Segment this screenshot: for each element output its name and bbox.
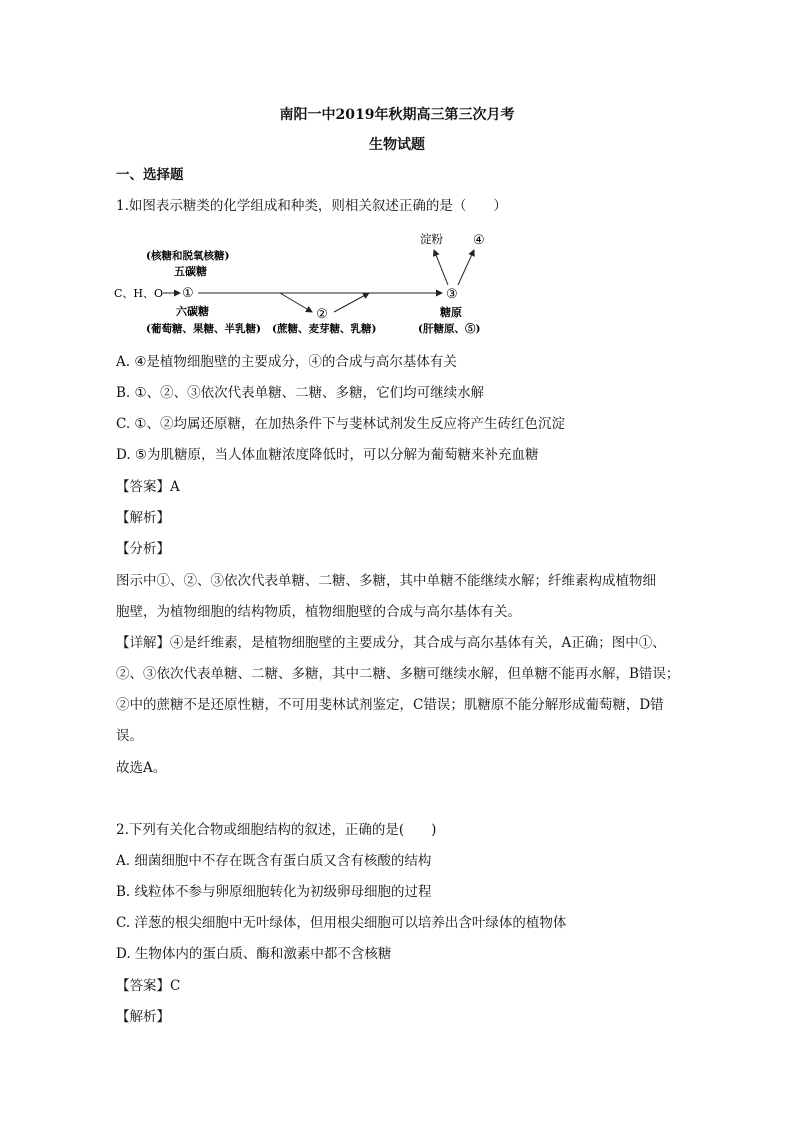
q1-xiangjie-text [116, 628, 684, 752]
q1-fenxi-line: 图示中①、②、③依次代表单糖、二糖、多糖，其中单糖不能继续水解；纤维素构成植物细 [116, 573, 656, 589]
q1-xiangjie-line: ②中的蔗糖不是还原性糖，不可用斐林试剂鉴定，C错误；肌糖原不能分解形成葡萄糖，D错 [116, 697, 664, 713]
section-heading: 一、选择题 [116, 167, 184, 183]
page-subtitle: 生物试题 [369, 137, 425, 153]
q1-option-d: D. ⑤为肌糖原，当人体血糖浓度降低时，可以分解为葡萄糖来补充血糖 [116, 447, 539, 463]
arrow-3-to-starch [434, 250, 448, 285]
q1-analysis-label: 【解析】 [116, 510, 170, 526]
q1-fenxi-line: 胞壁，为植物细胞的结构物质，植物细胞壁的合成与高尔基体有关。 [116, 604, 521, 620]
pentose-note: (核糖和脱氧核糖) [146, 250, 230, 262]
node-3: ③ [446, 287, 458, 302]
arrow-3-to-4 [458, 250, 474, 285]
starch-label: 淀粉 [420, 232, 443, 246]
q1-option-b: B. ①、②、③依次代表单糖、二糖、多糖，它们均可继续水解 [116, 385, 485, 401]
q1-xiangjie-line: ②、③依次代表单糖、二糖、多糖，其中二糖、多糖可继续水解，但单糖不能再水解，B错误； [116, 666, 680, 682]
pentose-label: 五碳糖 [174, 265, 207, 278]
source-elements: C、H、O [114, 287, 164, 300]
node-1: ① [182, 286, 194, 301]
question-1-stem: 1.如图表示糖类的化学组成和种类，则相关叙述正确的是（ ） [116, 198, 507, 214]
arrow-to-2 [280, 293, 312, 312]
q2-option-c: C. 洋葱的根尖细胞中无叶绿体，但用根尖细胞可以培养出含叶绿体的植物体 [116, 915, 567, 931]
q1-conclusion: 故选A。 [116, 760, 167, 776]
q2-answer: 【答案】C [116, 978, 181, 994]
hexose-note: (葡萄糖、果糖、半乳糖) [146, 323, 261, 335]
q1-fenxi-label: 【分析】 [116, 541, 170, 557]
q1-xiangjie-line: 误。 [116, 728, 143, 744]
node-4: ④ [473, 233, 485, 248]
arrow-2-to-3 [334, 293, 369, 312]
glycogen-note: (肝糖原、⑤) [418, 323, 481, 335]
question-2-stem: 2.下列有关化合物或细胞结构的叙述，正确的是( ) [116, 822, 437, 838]
hexose-label: 六碳糖 [176, 305, 209, 318]
q1-option-a: A. ④是植物细胞壁的主要成分，④的合成与高尔基体有关 [116, 354, 457, 370]
node-2: ② [316, 307, 328, 322]
q1-answer: 【答案】A [116, 479, 180, 495]
q2-option-b: B. 线粒体不参与卵原细胞转化为初级卵母细胞的过程 [116, 884, 432, 900]
q2-option-d: D. 生物体内的蛋白质、酶和激素中都不含核糖 [116, 946, 392, 962]
q1-xiangjie-line: 【详解】④是纤维素，是植物细胞壁的主要成分，其合成与高尔基体有关，A正确；图中①、 [116, 635, 666, 651]
q2-analysis-label: 【解析】 [116, 1009, 170, 1025]
glycogen-label: 糖原 [440, 306, 462, 319]
page-title: 南阳一中2019年秋期高三第三次月考 [279, 107, 515, 123]
q2-option-a: A. 细菌细胞中不存在既含有蛋白质又含有核酸的结构 [116, 853, 432, 869]
q1-option-c: C. ①、②均属还原糖，在加热条件下与斐林试剂发生反应将产生砖红色沉淀 [116, 416, 566, 432]
sugar-diagram [112, 226, 502, 340]
disaccharide-note: (蔗糖、麦芽糖、乳糖) [272, 323, 377, 335]
q1-fenxi-text [116, 566, 684, 628]
